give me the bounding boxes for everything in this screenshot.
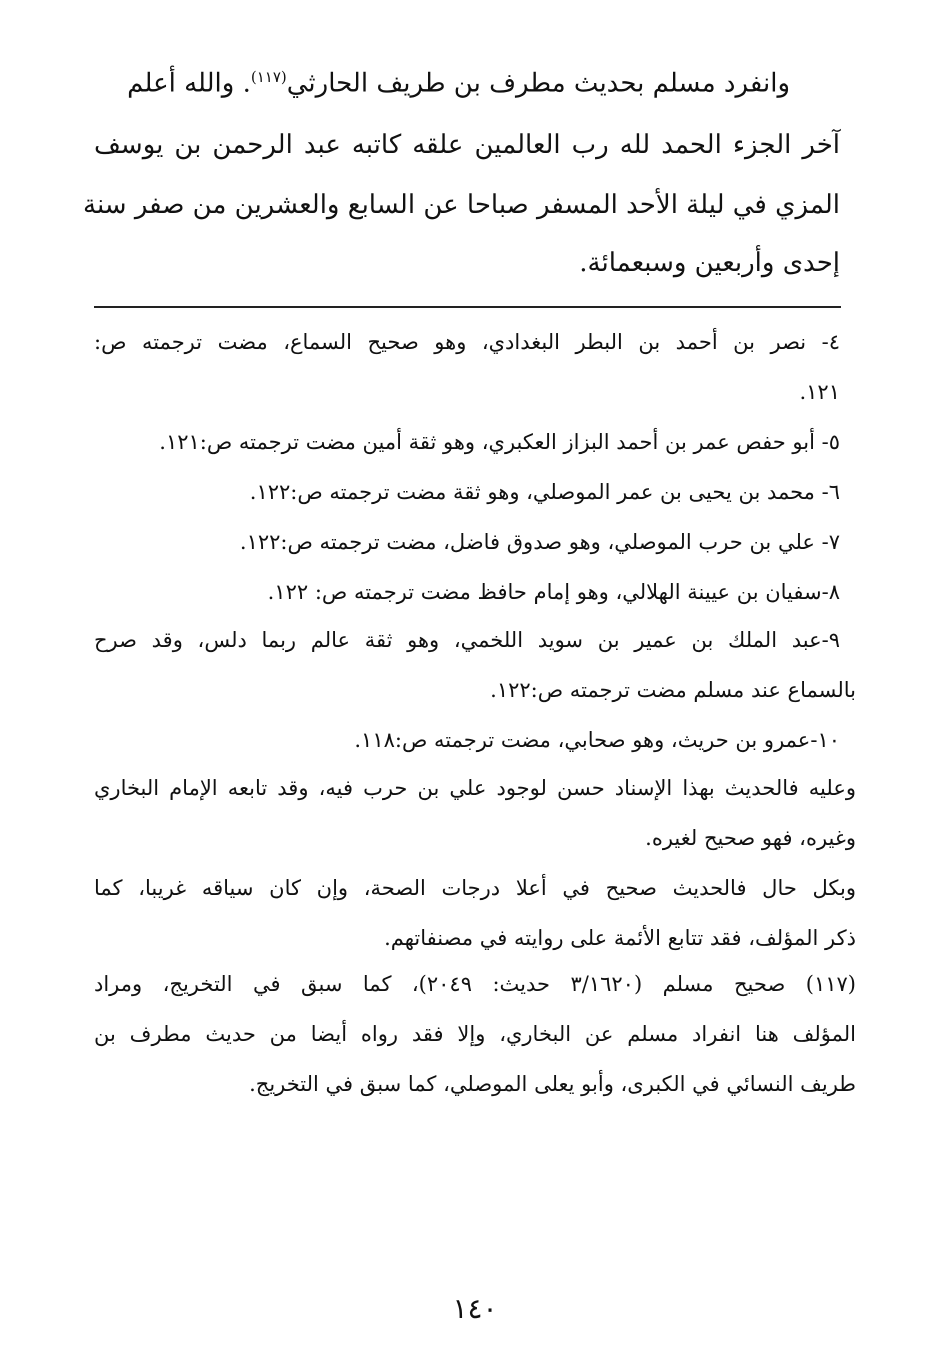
- footnote-line: (١١٧) صحيح مسلم (٣/١٦٢٠ حديث: ٢٠٤٩)، كما سبق في التخريج، ومراد: [94, 972, 856, 996]
- main-text-line-1: [127, 68, 790, 99]
- main-text-line-2: آخر الجزء الحمد لله رب العالمين علقه كاتبه عبد الرحمن بن يوسف: [94, 130, 840, 160]
- footnote-line: ٨-سفيان بن عيينة الهلالي، وهو إمام حافظ مضت ترجمته ص: ١٢٢.: [267, 580, 840, 604]
- footnote-reference[interactable]: (١١٧): [250, 68, 287, 86]
- main-text-line-1-part-b: . والله أعلم: [127, 68, 251, 99]
- footnote-line: ذكر المؤلف، فقد تتابع الأئمة على روايته في مصنفاتهم.: [384, 926, 856, 950]
- main-text-line-4: إحدى وأربعين وسبعمائة.: [579, 248, 840, 278]
- footnote-line: وبكل حال فالحديث صحيح في أعلا درجات الصحة، وإن كان سياقه غريبا، كما: [94, 876, 856, 900]
- footnote-line: وغيره، فهو صحيح لغيره.: [645, 826, 856, 850]
- footnote-line: ١٠-عمرو بن حريث، وهو صحابي، مضت ترجمته ص:١١٨.: [354, 728, 840, 752]
- footnote-line: وعليه فالحديث بهذا الإسناد حسن لوجود علي بن حرب فيه، وقد تابعه الإمام البخاري: [94, 776, 856, 800]
- main-text-line-3: المزي في ليلة الأحد المسفر صباحا عن السابع والعشرين من صفر سنة: [83, 190, 840, 220]
- footnote-line: ٥- أبو حفص عمر بن أحمد البزاز العكبري، وهو ثقة أمين مضت ترجمته ص:١٢١.: [159, 430, 840, 454]
- footnote-line: طريف النسائي في الكبرى، وأبو يعلى الموصلي، كما سبق في التخريج.: [249, 1072, 856, 1096]
- footnote-line: المؤلف هنا انفراد مسلم عن البخاري، وإلا فقد رواه أيضا من حديث مطرف بن: [94, 1022, 856, 1046]
- footnote-line: ٩-عبد الملك بن عمير بن سويد اللخمي، وهو ثقة عالم ربما دلس، وقد صرح: [94, 628, 840, 652]
- footnote-line: ٦- محمد بن يحيى بن عمر الموصلي، وهو ثقة مضت ترجمته ص:١٢٢.: [249, 480, 840, 504]
- footnote-line: بالسماع عند مسلم مضت ترجمته ص:١٢٢.: [490, 678, 856, 702]
- footnote-line: ٧- علي بن حرب الموصلي، وهو صدوق فاضل، مضت ترجمته ص:١٢٢.: [239, 530, 840, 554]
- footnote-line: ١٢١.: [799, 380, 840, 404]
- main-text-line-1-part-a: وانفرد مسلم بحديث مطرف بن طريف الحارثي: [286, 68, 790, 99]
- footnote-separator: [94, 306, 841, 308]
- page-number: ١٤٠: [452, 1292, 498, 1325]
- footnote-line: ٤- نصر بن أحمد بن البطر البغدادي، وهو صحيح السماع، مضت ترجمته ص:: [94, 330, 840, 354]
